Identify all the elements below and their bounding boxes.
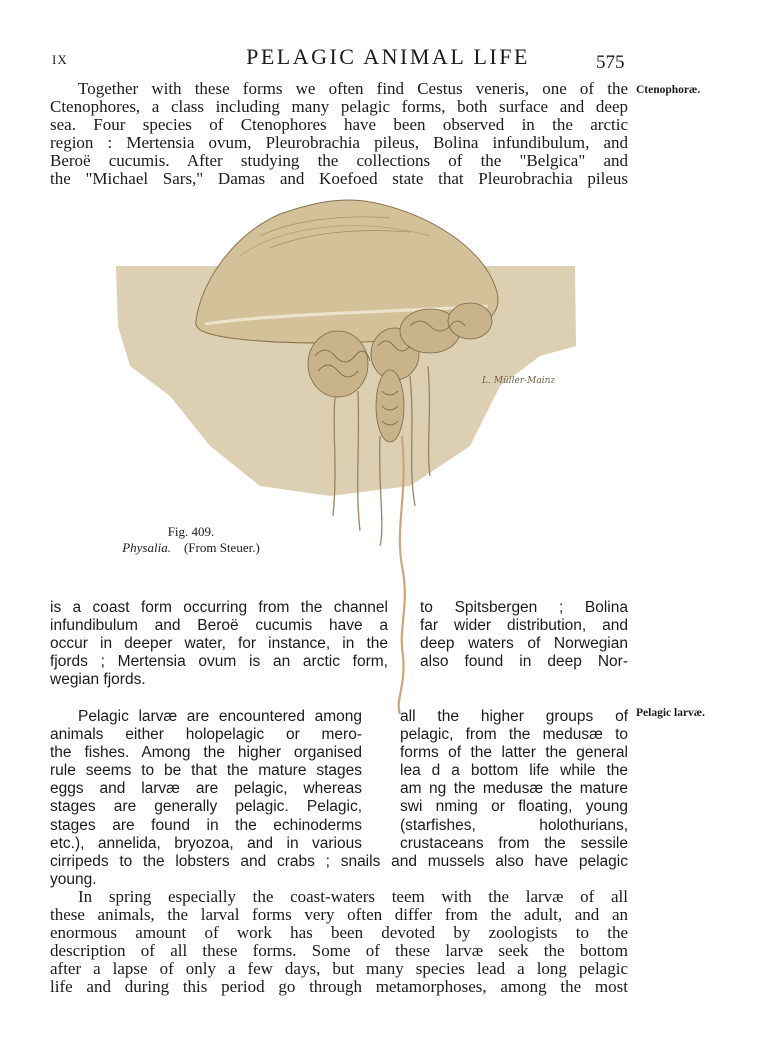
text-line: wegian fjords.	[50, 671, 146, 689]
text-line: the fishes. Among the higher organised	[50, 744, 362, 762]
figure-species: Physalia.	[122, 540, 171, 555]
figure-number: Fig. 409.	[167, 524, 215, 539]
text-line: am ng the medusæ the mature	[400, 780, 628, 798]
artist-signature: L. Müller-Mainz	[482, 376, 556, 386]
text-line: In spring especially the coast-waters teem with the larvæ of all	[78, 887, 628, 906]
text-line: stages are found in the echinoderms	[50, 816, 362, 834]
intro-paragraph	[50, 80, 628, 188]
text-line: also found in deep Nor-	[420, 653, 628, 671]
margin-note-ctenophorae: Ctenophoræ.	[636, 84, 701, 96]
text-line: Pelagic larvæ are encountered among	[78, 708, 362, 725]
left-column-2	[50, 708, 362, 853]
text-line: pelagic, from the medusæ to	[400, 726, 628, 744]
text-line: all the higher groups of	[400, 708, 628, 725]
text-line: deep waters of Norwegian	[420, 635, 628, 653]
text-line: forms of the latter the general	[400, 744, 628, 762]
left-column-1	[50, 599, 388, 689]
right-column-1	[420, 599, 628, 671]
text-line: eggs and larvæ are pelagic, whereas	[50, 780, 362, 798]
text-line: infundibulum and Beroë cucumis have a	[50, 617, 388, 635]
text-line: swi nming or floating, young	[400, 798, 628, 816]
text-line: the "Michael Sars," Damas and Koefoed state that Pleurobrachia pileus	[50, 169, 628, 188]
text-line: region : Mertensia ovum, Pleurobrachia pileus, Bolina infundibulum, and	[50, 133, 628, 152]
text-line: cirripeds to the lobsters and crabs ; snails and mussels also have pelagic	[50, 853, 628, 870]
text-line: young.	[50, 871, 97, 889]
text-line: after a lapse of only a few days, but many species lead a long pelagic	[50, 959, 628, 978]
figure-caption-text	[106, 540, 276, 556]
page-number: 575	[596, 52, 625, 73]
chapter-number: IX	[52, 52, 68, 67]
text-line: to Spitsbergen ; Bolina	[420, 599, 628, 616]
figure-credit: (From Steuer.)	[183, 540, 260, 555]
running-head-title: PELAGIC ANIMAL LIFE	[246, 44, 530, 69]
text-line: far wider distribution, and	[420, 617, 628, 635]
text-line: animals either holopelagic or mero-	[50, 726, 362, 744]
text-line: Together with these forms we often find Cestus veneris, one of the	[78, 79, 628, 98]
text-line: etc.), annelida, bryozoa, and in various	[50, 834, 362, 852]
text-line: lea d a bottom life while the	[400, 762, 628, 780]
full-width-lines	[50, 853, 628, 889]
text-line: is a coast form occurring from the channel	[50, 599, 388, 616]
text-line: rule seems to be that the mature stages	[50, 762, 362, 780]
text-line: stages are generally pelagic. Pelagic,	[50, 798, 362, 816]
text-line: occur in deeper water, for instance, in the	[50, 635, 388, 653]
text-line: description of all these forms. Some of these larvæ seek the bottom	[50, 941, 628, 960]
text-line: these animals, the larval forms very often differ from the adult, and an	[50, 905, 628, 924]
right-column-2	[400, 708, 628, 853]
text-line: fjords ; Mertensia ovum is an arctic form,	[50, 653, 388, 671]
text-line: sea. Four species of Ctenophores have been observed in the arctic	[50, 115, 628, 134]
final-paragraph	[50, 888, 628, 996]
text-line: crustaceans from the sessile	[400, 834, 628, 852]
text-line: life and during this period go through metamorphoses, among the most	[50, 977, 628, 996]
text-line: enormous amount of work has been devoted by zoologists to the	[50, 923, 628, 942]
text-line: Ctenophores, a class including many pelagic forms, both surface and deep	[50, 97, 628, 116]
figure-caption	[106, 524, 276, 556]
text-line: (starfishes, holothurians,	[400, 816, 628, 834]
text-line: Beroë cucumis. After studying the collections of the "Belgica" and	[50, 151, 628, 170]
margin-note-pelagic-larvae: Pelagic larvæ.	[636, 707, 705, 719]
